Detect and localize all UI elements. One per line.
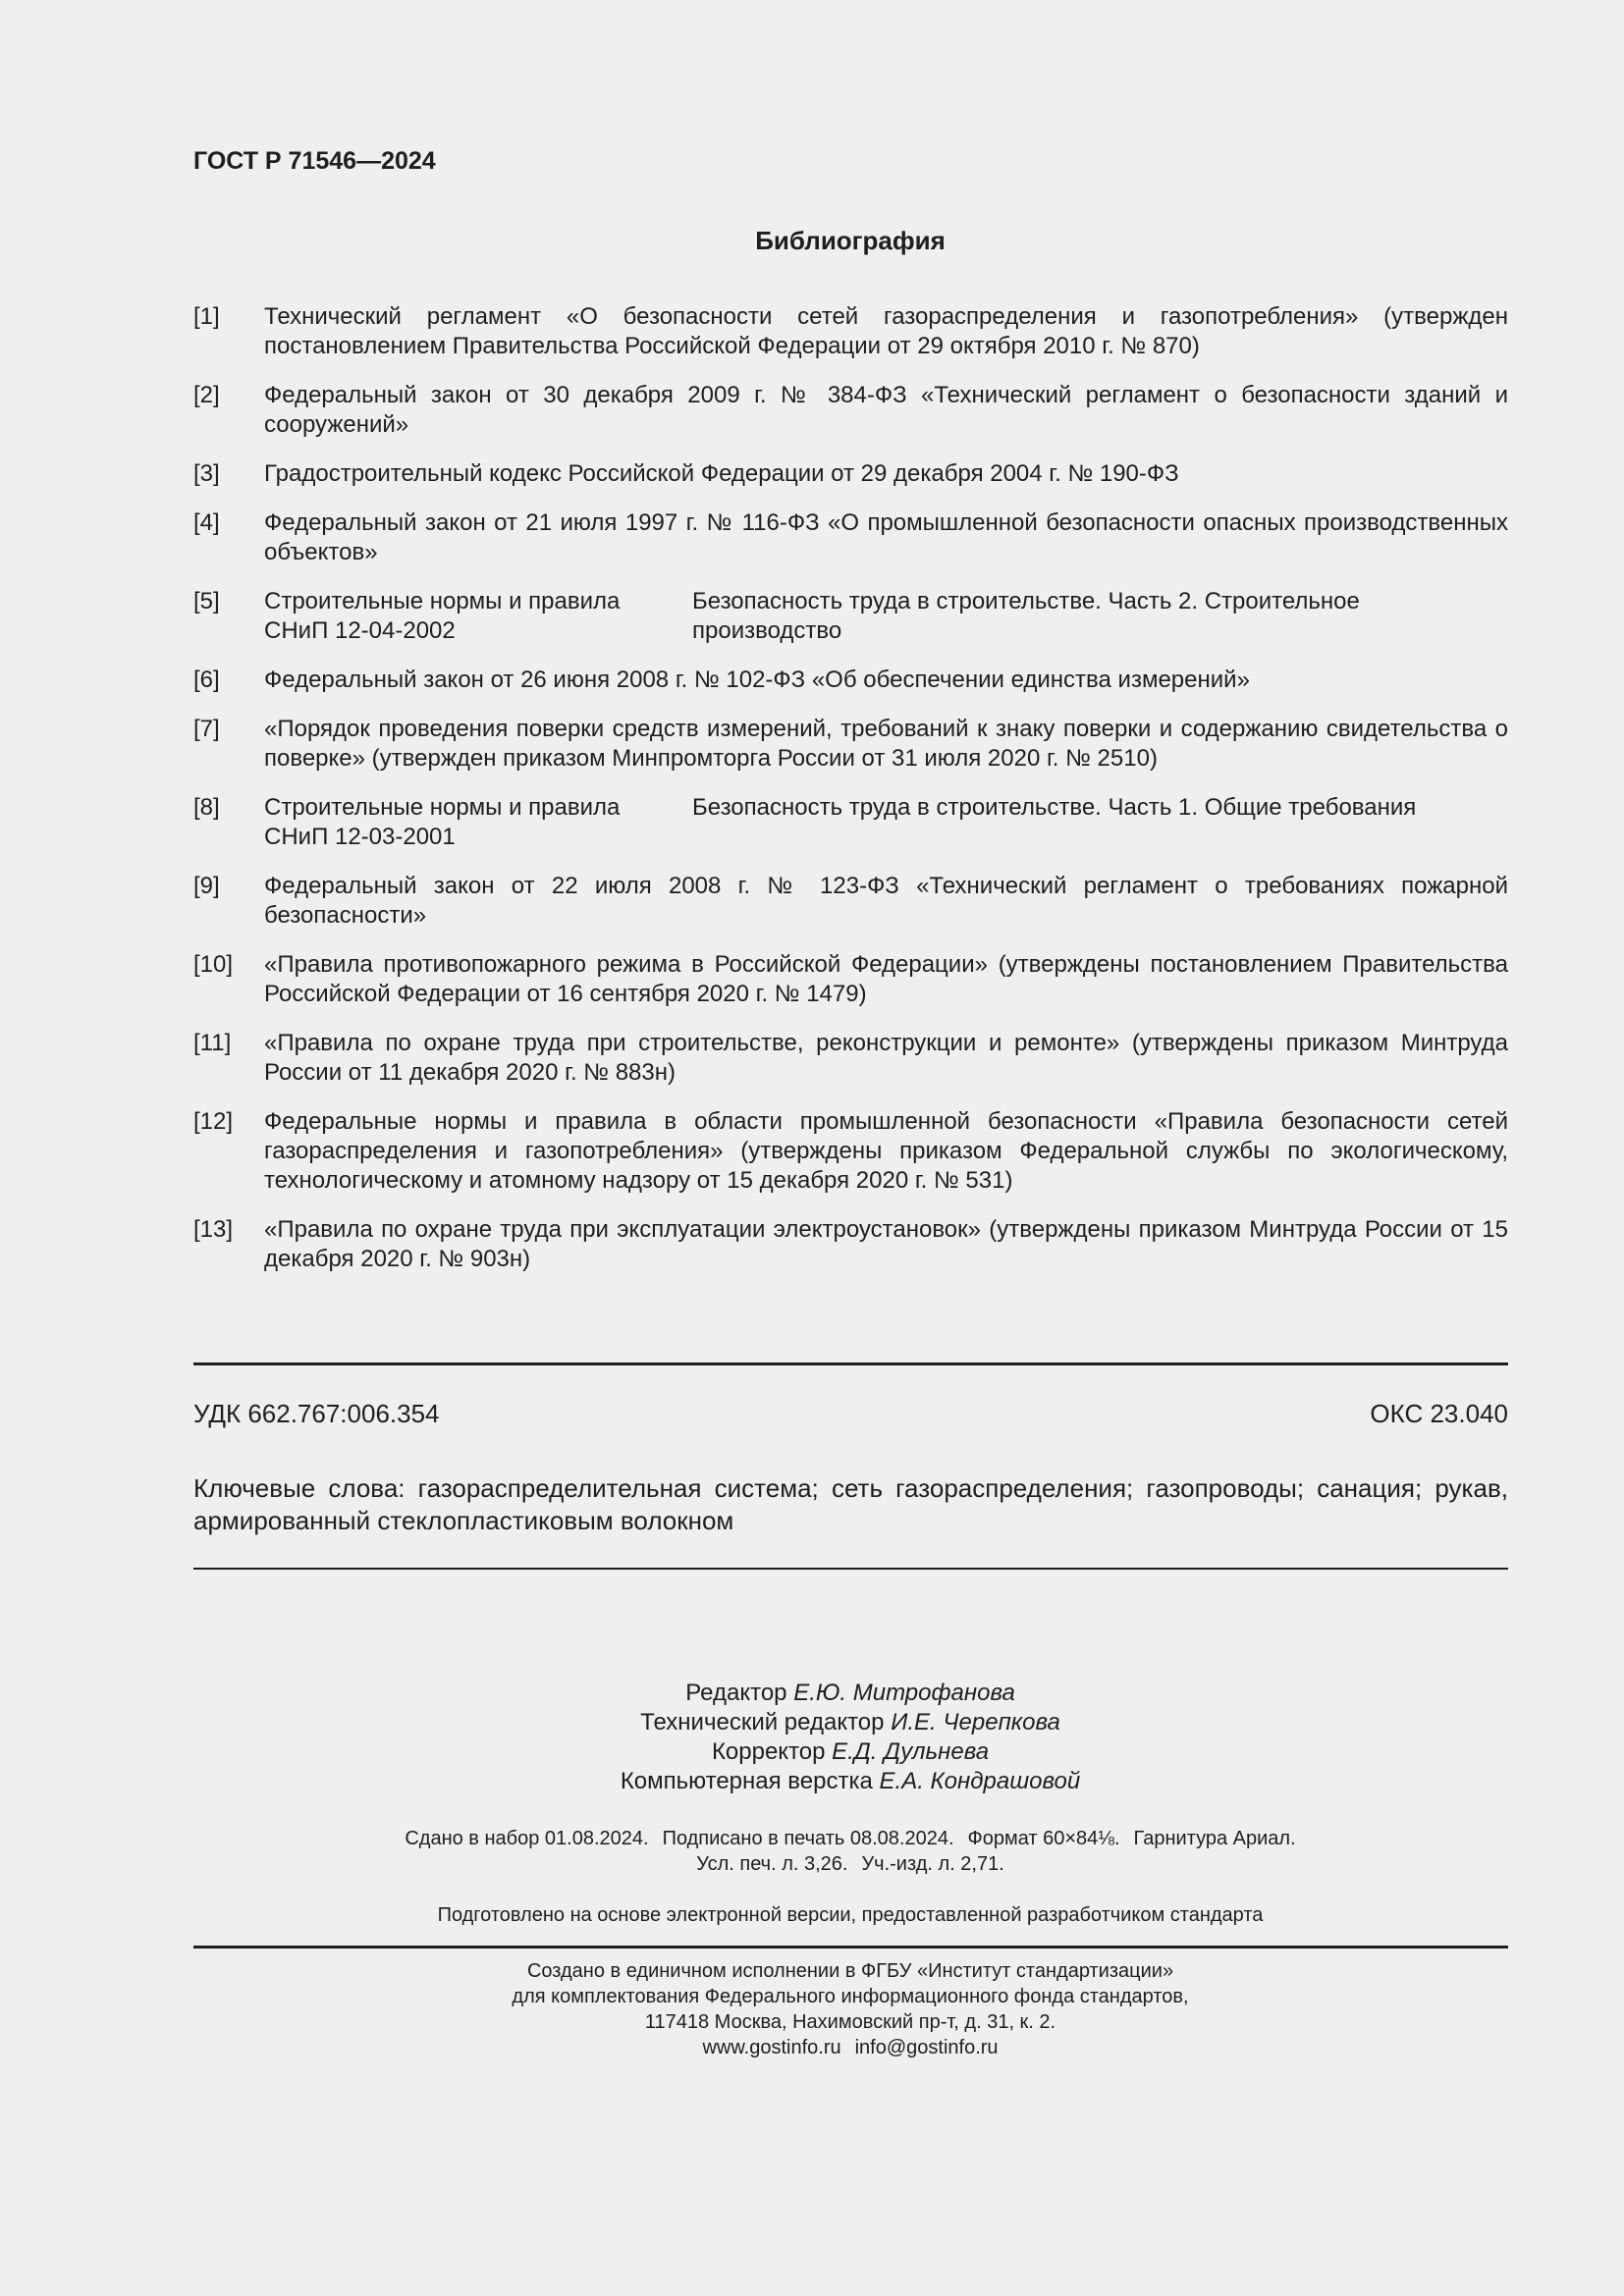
footer-line: Создано в единичном исполнении в ФГБУ «Институт стандартизации»: [526, 1960, 1174, 1982]
oks-code: ОКС 23.040: [1370, 1399, 1508, 1428]
item-number: [4]: [193, 509, 220, 536]
item-code-line: СНиП 12-03-2001: [264, 824, 456, 850]
credit-tech-editor: [0, 1708, 1624, 1737]
item-number: [5]: [193, 588, 220, 614]
footer-website-link[interactable]: www.gostinfo.ru: [702, 2037, 841, 2058]
bibliography-item: [193, 508, 1508, 567]
item-text: Федеральные нормы и правила в области промышленной безопасности «Правила безопасности сетей газораспределения и газопотребления» (утверждены приказом Федеральной службы по экологическому, технологическому и атомному надзору от 15 декабря 2020 г. № 531): [264, 1108, 1508, 1194]
classification-row: [193, 1399, 1508, 1429]
footer-line: 117418 Москва, Нахимовский пр-т, д. 31, к. 2.: [644, 2011, 1056, 2033]
item-text: «Правила по охране труда при эксплуатации электроустановок» (утверждены приказом Минтруда России от 15 декабря 2020 г. № 903н): [264, 1216, 1508, 1272]
item-text: «Правила по охране труда при строительстве, реконструкции и ремонте» (утверждены приказом Минтруда России от 11 декабря 2020 г. № 883н): [264, 1030, 1508, 1086]
credit-person: Е.А. Кондрашовой: [879, 1768, 1081, 1794]
item-text: Федеральный закон от 21 июля 1997 г. № 116-ФЗ «О промышленной безопасности опасных производственных объектов»: [264, 509, 1508, 565]
item-title: Безопасность труда в строительстве. Часть 2. Строительное производство: [692, 588, 1360, 644]
document-id: ГОСТ Р 71546—2024: [193, 147, 436, 175]
credit-proofreader: [0, 1737, 1624, 1767]
divider: [193, 1362, 1508, 1365]
imprint-pub-sheets: Уч.-изд. л. 2,71.: [861, 1853, 1004, 1875]
credit-role: Технический редактор: [640, 1709, 885, 1735]
imprint-line: [0, 1826, 1624, 1851]
bibliography-item: [193, 381, 1508, 440]
footer-email-link[interactable]: info@gostinfo.ru: [854, 2037, 999, 2058]
credit-role: Компьютерная верстка: [620, 1768, 873, 1794]
bibliography-list: [193, 302, 1508, 1294]
item-text: Технический регламент «О безопасности сетей газораспределения и газопотребления» (утвержден постановлением Правительства Российской Федерации от 29 октября 2010 г. № 870): [264, 303, 1508, 359]
item-number: [7]: [193, 716, 220, 742]
bibliography-item: [193, 950, 1508, 1009]
item-text: «Порядок проведения поверки средств измерений, требований к знаку поверки и содержанию свидетельства о поверке» (утвержден приказом Минпромторга России от 31 июля 2020 г. № 2510): [264, 716, 1508, 772]
bibliography-item: [193, 666, 1508, 695]
bibliography-title: Библиография: [755, 226, 946, 255]
footer-line: для комплектования Федерального информационного фонда стандартов,: [512, 1986, 1189, 2007]
credit-editor: [0, 1679, 1624, 1708]
divider: [193, 1568, 1508, 1570]
imprint-signed: Подписано в печать 08.08.2024.: [662, 1828, 954, 1849]
item-number: [2]: [193, 382, 220, 408]
item-number: [3]: [193, 460, 220, 487]
bibliography-item: [193, 1215, 1508, 1274]
item-text: Федеральный закон от 30 декабря 2009 г. № 384-ФЗ «Технический регламент о безопасности зданий и сооружений»: [264, 382, 1508, 438]
bibliography-item: [193, 715, 1508, 774]
credit-role: Корректор: [711, 1738, 826, 1765]
item-code: [264, 587, 692, 646]
bibliography-item: [193, 793, 1508, 852]
credit-layout: [0, 1767, 1624, 1796]
item-number: [12]: [193, 1108, 234, 1135]
credits: [0, 1679, 1624, 1796]
imprint-typeface: Гарнитура Ариал.: [1133, 1828, 1296, 1849]
item-title: Безопасность труда в строительстве. Часть 1. Общие требования: [692, 794, 1417, 821]
credit-role: Редактор: [685, 1680, 787, 1706]
credit-person: И.Е. Черепкова: [891, 1709, 1060, 1735]
bibliography-item: [193, 302, 1508, 361]
imprint: [0, 1826, 1624, 1877]
item-text: Градостроительный кодекс Российской Федерации от 29 декабря 2004 г. № 190-ФЗ: [264, 460, 1179, 487]
keywords: Ключевые слова: газораспределительная система; сеть газораспределения; газопроводы; санация; рукав, армированный стеклопластиковым волокном: [193, 1473, 1508, 1535]
bibliography-item: [193, 1029, 1508, 1088]
bibliography-item: [193, 872, 1508, 931]
item-code-line: СНиП 12-04-2002: [264, 617, 456, 644]
imprint-format: Формат 60×84⅛.: [967, 1828, 1120, 1849]
imprint-line: [0, 1851, 1624, 1877]
prepared-note: Подготовлено на основе электронной версии, предоставленной разработчиком стандарта: [437, 1904, 1264, 1926]
udk-code: УДК 662.767:006.354: [193, 1399, 440, 1428]
credit-person: Е.Д. Дульнева: [832, 1738, 990, 1765]
imprint-submitted: Сдано в набор 01.08.2024.: [405, 1828, 649, 1849]
item-number: [8]: [193, 794, 220, 821]
item-code: [264, 793, 692, 852]
item-number: [10]: [193, 951, 234, 978]
bibliography-item: [193, 459, 1508, 489]
bibliography-item: [193, 587, 1508, 646]
item-code-line: Строительные нормы и правила: [264, 794, 621, 821]
item-number: [13]: [193, 1216, 234, 1243]
bibliography-item: [193, 1107, 1508, 1196]
item-text: «Правила противопожарного режима в Российской Федерации» (утверждены постановлением Правительства Российской Федерации от 16 сентября 2020 г. № 1479): [264, 951, 1508, 1007]
item-text: Федеральный закон от 26 июня 2008 г. № 102-ФЗ «Об обеспечении единства измерений»: [264, 667, 1250, 693]
imprint-print-sheets: Усл. печ. л. 3,26.: [696, 1853, 848, 1875]
footer: [0, 1958, 1624, 2060]
item-number: [6]: [193, 667, 220, 693]
divider: [193, 1946, 1508, 1949]
item-number: [11]: [193, 1030, 232, 1056]
footer-contacts: [0, 2035, 1624, 2060]
credit-person: Е.Ю. Митрофанова: [793, 1680, 1015, 1706]
item-number: [9]: [193, 873, 220, 899]
item-code-line: Строительные нормы и правила: [264, 588, 621, 614]
item-text: Федеральный закон от 22 июля 2008 г. № 123-ФЗ «Технический регламент о требованиях пожарной безопасности»: [264, 873, 1508, 929]
item-number: [1]: [193, 303, 220, 330]
